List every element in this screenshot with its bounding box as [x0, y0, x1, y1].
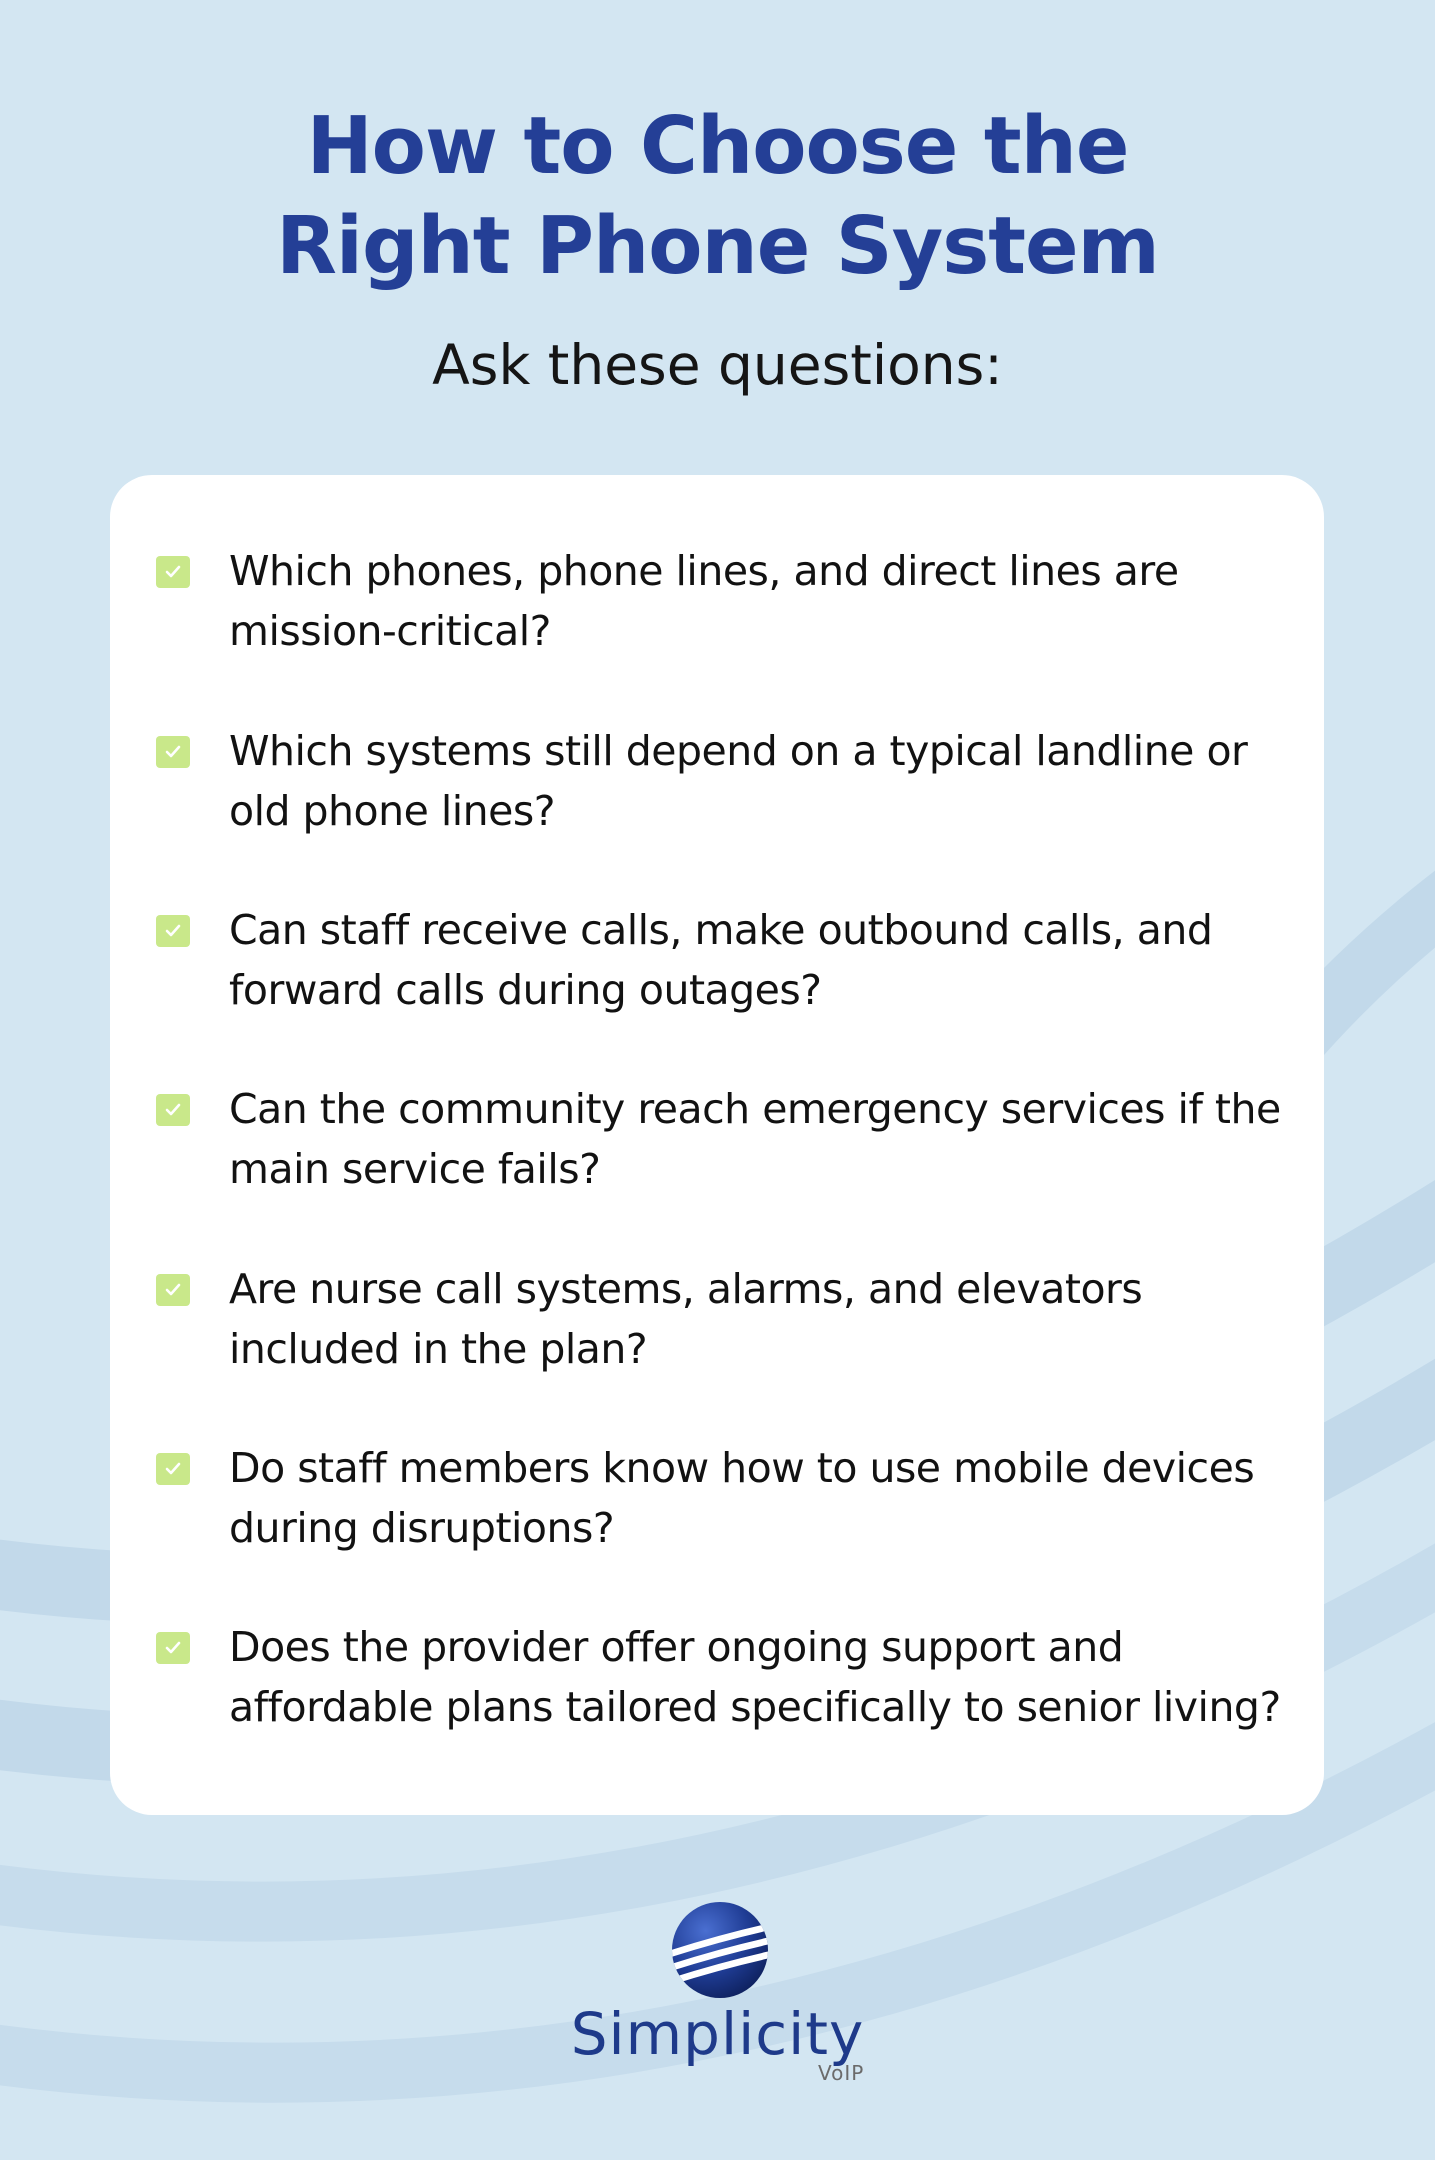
page-title-line-2: Right Phone System — [276, 200, 1159, 292]
simplicity-voip-logo — [0, 1900, 1435, 2085]
logo-name: Simplicity — [570, 2000, 865, 2068]
checkbox-checked-icon — [156, 915, 190, 947]
page-title-line-1: How to Choose the — [306, 100, 1129, 192]
questions-card — [110, 475, 1324, 1815]
question-line-1: Which phones, phone lines, and direct lines are — [229, 547, 1179, 595]
logo-tagline: VoIP — [818, 2061, 865, 2085]
question-item — [110, 1193, 1324, 1373]
question-line-1: Does the provider offer ongoing support and — [229, 1623, 1124, 1671]
question-item — [110, 1013, 1324, 1193]
question-line-1: Which systems still depend on a typical landline or — [229, 727, 1248, 775]
question-line-2: included in the plan? — [229, 1325, 648, 1373]
question-text — [229, 541, 1309, 661]
question-line-2: affordable plans tailored specifically to senior living? — [229, 1683, 1281, 1731]
question-text — [229, 721, 1309, 841]
page-subtitle: Ask these questions: — [432, 333, 1003, 397]
question-line-1: Can the community reach emergency services if the — [229, 1085, 1281, 1133]
page-title — [0, 96, 1435, 296]
question-line-2: forward calls during outages? — [229, 966, 822, 1014]
question-text — [229, 1617, 1309, 1737]
question-line-1: Do staff members know how to use mobile devices — [229, 1444, 1255, 1492]
checkbox-checked-icon — [156, 1632, 190, 1664]
checkbox-checked-icon — [156, 1453, 190, 1485]
question-line-1: Are nurse call systems, alarms, and elevators — [229, 1265, 1143, 1313]
question-line-2: old phone lines? — [229, 787, 555, 835]
checkbox-checked-icon — [156, 736, 190, 768]
question-item — [110, 1372, 1324, 1552]
question-text — [229, 900, 1309, 1020]
checkbox-checked-icon — [156, 1094, 190, 1126]
question-text — [229, 1079, 1309, 1199]
checkbox-checked-icon — [156, 1274, 190, 1306]
question-line-2: main service fails? — [229, 1145, 601, 1193]
question-item — [110, 475, 1324, 655]
question-text — [229, 1259, 1309, 1379]
question-line-2: mission-critical? — [229, 607, 551, 655]
question-text — [229, 1438, 1309, 1558]
question-item — [110, 655, 1324, 835]
question-item — [110, 1551, 1324, 1731]
globe-logo-icon — [670, 1900, 770, 2000]
question-item — [110, 834, 1324, 1014]
checkbox-checked-icon — [156, 556, 190, 588]
question-line-1: Can staff receive calls, make outbound calls, and — [229, 906, 1213, 954]
question-line-2: during disruptions? — [229, 1504, 615, 1552]
